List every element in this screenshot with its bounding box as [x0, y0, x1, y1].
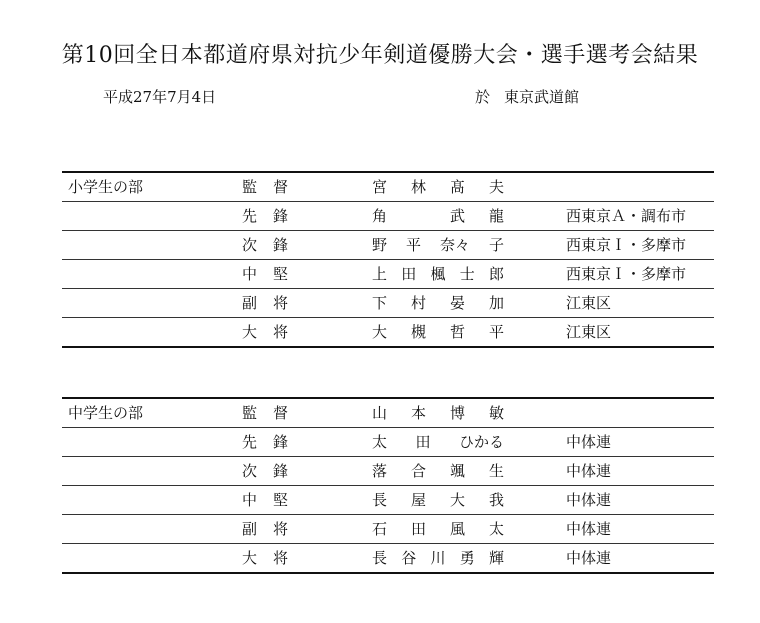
table-row: [62, 543, 714, 572]
name-char: 石: [372, 520, 388, 538]
name-char: 大: [372, 323, 388, 341]
name-char: 平: [488, 323, 504, 341]
position-cell: 先鋒: [242, 207, 305, 225]
name-char: 子: [488, 236, 504, 254]
venue-prefix: 於: [475, 88, 491, 106]
team-cell: 西東京Ａ・調布市: [566, 207, 687, 225]
table-row: [62, 259, 714, 288]
name-char: 楓: [430, 265, 446, 283]
team-cell: 中体連: [566, 491, 612, 509]
name-char: 夫: [488, 178, 504, 196]
section-junior-high: [62, 397, 714, 574]
page-title: 第10回全日本都道府県対抗少年剣道優勝大会・選手選考会結果: [61, 43, 699, 68]
name-char: 博: [449, 404, 465, 422]
event-date: 平成27年7月4日: [103, 88, 217, 106]
name-char: 太: [488, 520, 504, 538]
name-char: 加: [488, 294, 504, 312]
name-char: 角: [372, 207, 388, 225]
name-char: [411, 202, 426, 230]
name-cell: [372, 486, 504, 514]
name-char: 平: [405, 236, 421, 254]
name-char: 田: [410, 520, 426, 538]
name-cell: [372, 457, 504, 485]
name-char: 生: [488, 462, 504, 480]
name-char: 合: [410, 462, 426, 480]
name-char: 村: [410, 294, 426, 312]
table-row: [62, 514, 714, 543]
team-cell: 江東区: [566, 294, 612, 312]
name-char: 宮: [372, 178, 388, 196]
table-row: [62, 173, 714, 201]
team-cell: 中体連: [566, 520, 612, 538]
name-char: 屋: [410, 491, 426, 509]
name-char: 長: [372, 549, 388, 567]
position-cell: 先鋒: [242, 433, 305, 451]
name-char: 太: [372, 433, 388, 451]
venue-name: 東京武道館: [504, 88, 580, 106]
table-row: [62, 201, 714, 230]
name-cell: [372, 318, 504, 346]
table-row: [62, 317, 714, 346]
name-char: 本: [410, 404, 426, 422]
name-cell: [372, 399, 504, 427]
name-char: 槻: [410, 323, 426, 341]
name-cell: [372, 428, 504, 456]
name-char: 落: [372, 462, 388, 480]
name-char: 武: [449, 207, 465, 225]
name-char: 敏: [488, 404, 504, 422]
position-cell: 次鋒: [242, 236, 305, 254]
table-row: [62, 288, 714, 317]
name-char: 川: [430, 549, 446, 567]
name-char: 山: [372, 404, 388, 422]
name-cell: [372, 173, 504, 201]
name-char: 我: [488, 491, 504, 509]
name-char: 大: [449, 491, 465, 509]
name-char: 林: [410, 178, 426, 196]
name-char: 勇: [459, 549, 475, 567]
team-cell: 中体連: [566, 462, 612, 480]
position-cell: 中堅: [242, 491, 305, 509]
name-cell: [372, 515, 504, 543]
name-cell: [372, 544, 504, 572]
position-cell: 中堅: [242, 265, 305, 283]
position-cell: 監督: [242, 404, 305, 422]
name-cell: [372, 260, 504, 288]
team-cell: 西東京Ｉ・多摩市: [566, 236, 687, 254]
table-row: [62, 456, 714, 485]
table-row: [62, 427, 714, 456]
team-cell: 西東京Ｉ・多摩市: [566, 265, 687, 283]
name-char: 颯: [449, 462, 465, 480]
name-char: 奈々: [439, 236, 470, 254]
division-label: 中学生の部: [68, 404, 144, 422]
name-char: 田: [415, 433, 431, 451]
name-char: 上: [372, 265, 388, 283]
position-cell: 大将: [242, 323, 305, 341]
table-row: [62, 230, 714, 259]
name-char: 髙: [449, 178, 465, 196]
name-char: 長: [372, 491, 388, 509]
name-char: 風: [449, 520, 465, 538]
name-char: 下: [372, 294, 388, 312]
position-cell: 大将: [242, 549, 305, 567]
table-row: [62, 399, 714, 427]
team-cell: 中体連: [566, 433, 612, 451]
name-char: 輝: [488, 549, 504, 567]
name-char: 哲: [449, 323, 465, 341]
team-cell: 江東区: [566, 323, 612, 341]
name-cell: [372, 231, 504, 259]
name-cell: [372, 202, 504, 230]
name-char: 郎: [488, 265, 504, 283]
name-char: 晏: [449, 294, 465, 312]
event-venue: [475, 86, 579, 107]
section-elementary: [62, 171, 714, 348]
position-cell: 監督: [242, 178, 305, 196]
name-cell: [372, 289, 504, 317]
name-char: 龍: [488, 207, 504, 225]
position-cell: 次鋒: [242, 462, 305, 480]
team-cell: 中体連: [566, 549, 612, 567]
name-char: ひかる: [458, 433, 504, 451]
name-char: 田: [401, 265, 417, 283]
position-cell: 副将: [242, 294, 305, 312]
position-cell: 副将: [242, 520, 305, 538]
table-row: [62, 485, 714, 514]
name-char: 士: [459, 265, 475, 283]
name-char: 谷: [401, 549, 417, 567]
name-char: 野: [372, 236, 388, 254]
division-label: 小学生の部: [68, 178, 144, 196]
